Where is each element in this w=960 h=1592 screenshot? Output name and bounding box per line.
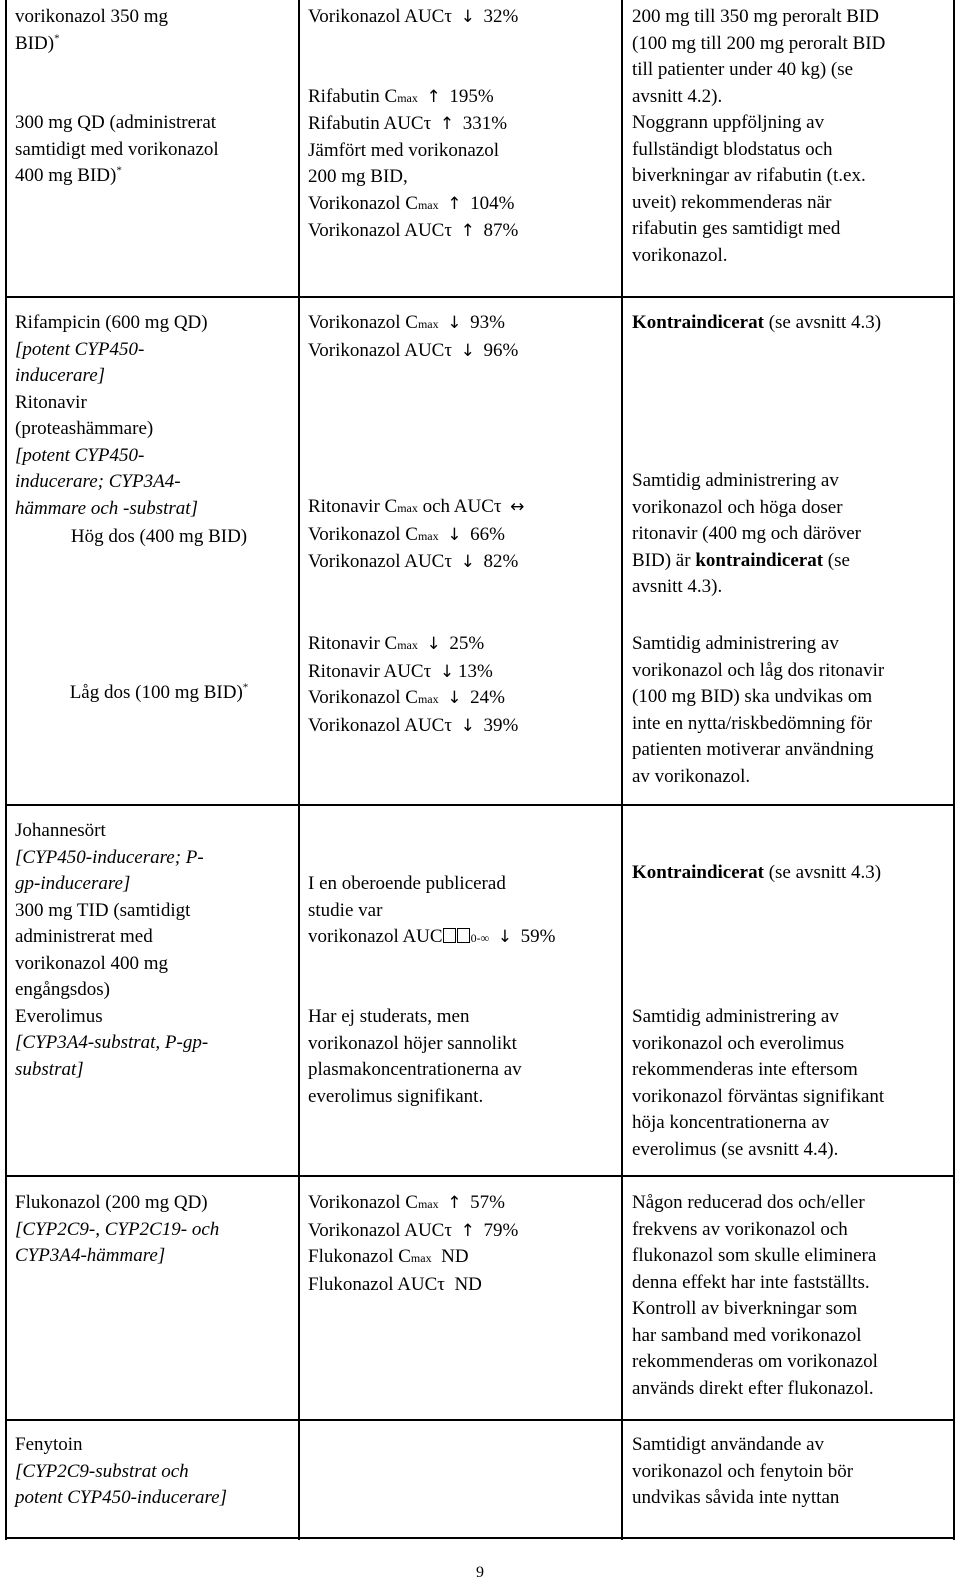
text-line: (proteashämmare)	[15, 418, 154, 439]
text-line: Noggrann uppföljning av	[632, 112, 825, 133]
param-subscript: max	[417, 692, 439, 706]
param-value: 82%	[483, 551, 519, 572]
arrow-both-icon: ↔	[510, 497, 525, 517]
text-line: används direkt efter flukonazol.	[632, 1377, 874, 1399]
text-line	[308, 549, 623, 576]
param-subscript: max	[417, 197, 439, 212]
text-line: rifabutin ges samtidigt med	[632, 218, 841, 239]
text-line: rekommenderas om vorikonazol	[632, 1351, 878, 1372]
missing-glyph-box-icon	[443, 928, 456, 943]
text-line: denna effekt har inte fastställts.	[632, 1271, 870, 1293]
text-line: Samtidigt användande av	[632, 1434, 825, 1455]
arrow-down-icon: ↓	[460, 340, 475, 361]
text-line: uveit) rekommenderas när	[632, 191, 832, 213]
text-line: 200 mg BID,	[308, 166, 408, 187]
text-line: [potent CYP450-	[15, 338, 145, 360]
param-label: Rifabutin AUCτ	[308, 113, 432, 134]
text-line	[308, 713, 623, 740]
text-line: engångsdos)	[15, 979, 110, 1000]
param-label: Vorikonazol C	[308, 312, 418, 333]
param-subscript: max	[410, 1251, 432, 1265]
text-line-part: (se avsnitt 4.3)	[763, 862, 882, 883]
text-line	[308, 111, 623, 138]
text-line: vorikonazol 400 mg	[15, 952, 169, 974]
text-line	[308, 924, 623, 952]
text-line: Samtidig administrering av	[632, 1006, 839, 1027]
text-line: gp-inducerare]	[15, 873, 131, 894]
table-border-right	[953, 0, 955, 1540]
text-line: inte en nytta/riskbedömning för	[632, 712, 873, 734]
text-line: Någon reducerad dos och/eller	[632, 1192, 865, 1213]
row-divider-4	[5, 1419, 954, 1421]
text-line: höja koncentrationerna av	[632, 1112, 830, 1133]
johannesort-drug-cell	[15, 818, 303, 1083]
param-label: Vorikonazol C	[308, 1192, 418, 1213]
param-value: ND	[441, 1246, 469, 1267]
arrow-up-icon: ↑	[460, 1220, 475, 1241]
text-line: 200 mg till 350 mg peroralt BID	[632, 6, 879, 27]
param-value: 13%	[457, 660, 493, 682]
param-label: Vorikonazol AUCτ	[308, 6, 452, 27]
param-subscript: max	[397, 90, 418, 105]
row-divider-3	[5, 1175, 954, 1177]
arrow-up-icon: ↑	[447, 193, 462, 214]
text-line: rekommenderas inte eftersom	[632, 1059, 858, 1080]
arrow-up-icon: ↑	[460, 221, 475, 241]
text-line-part: 400 mg BID)	[15, 165, 117, 186]
contraindicated-label: Kontraindicerat	[632, 312, 764, 333]
param-value: 96%	[483, 339, 519, 361]
text-line: [CYP2C9-substrat och	[15, 1460, 189, 1482]
text-line: Samtidig administrering av	[632, 633, 839, 654]
arrow-down-icon: ↓	[447, 524, 462, 545]
column-divider-1	[298, 0, 300, 1540]
contraindicated-label: Kontraindicerat	[632, 862, 764, 883]
arrow-up-icon: ↑	[439, 114, 455, 134]
text-line: Johannesört	[15, 820, 106, 841]
text-line	[308, 1272, 623, 1299]
ritonavir-high-effect-cell	[308, 494, 623, 576]
arrow-down-icon: ↓	[447, 688, 462, 708]
rifabutin-drug-cell	[15, 4, 303, 190]
text-line	[308, 84, 623, 112]
param-label: Vorikonazol AUCτ	[308, 1219, 452, 1241]
param-value: 104%	[470, 192, 515, 214]
arrow-down-icon: ↓	[439, 661, 455, 682]
text-line	[632, 548, 950, 575]
text-line: Har ej studerats, men	[308, 1006, 470, 1027]
interaction-table	[5, 0, 954, 1540]
text-line: substrat]	[15, 1058, 84, 1080]
text-line: patienten motiverar användning	[632, 739, 874, 760]
text-line-part: BID) är	[632, 549, 696, 571]
text-line: undvikas såvida inte nyttan	[632, 1487, 840, 1508]
text-line: biverkningar av rifabutin (t.ex.	[632, 165, 866, 186]
text-line: vorikonazol och höga doser	[632, 496, 843, 518]
rifampicin-effect-cell	[308, 310, 623, 364]
text-line: I en oberoende publicerad	[308, 873, 506, 894]
text-line: Jämfört med vorikonazol	[308, 139, 500, 161]
text-line	[308, 310, 623, 338]
param-value: 93%	[470, 312, 505, 333]
ritonavir-low-recommendation-cell	[632, 631, 950, 790]
flukonazol-recommendation-cell	[632, 1190, 950, 1402]
param-value: 79%	[483, 1219, 519, 1241]
text-line: (100 mg BID) ska undvikas om	[632, 686, 873, 707]
text-line	[15, 680, 303, 707]
text-line: vorikonazol och låg dos ritonavir	[632, 659, 885, 681]
text-line: vorikonazol och fenytoin bör	[632, 1460, 854, 1482]
text-line	[308, 659, 623, 686]
text-line-part: Låg dos (100 mg BID)	[69, 682, 243, 703]
param-value: ND	[454, 1273, 482, 1295]
text-line: [CYP3A4-substrat, P-gp-	[15, 1032, 209, 1053]
text-line: everolimus (se avsnitt 4.4).	[632, 1138, 839, 1160]
arrow-down-icon: ↓	[497, 927, 513, 947]
fenytoin-drug-cell	[15, 1432, 303, 1512]
text-line: samtidigt med vorikonazol	[15, 138, 219, 160]
text-line	[308, 631, 623, 659]
text-line	[308, 1218, 623, 1245]
param-label: Ritonavir C	[308, 633, 398, 654]
text-line: 300 mg QD (administrerat	[15, 112, 217, 133]
text-line	[632, 860, 950, 887]
text-line: Hög dos (400 mg BID)	[70, 526, 248, 547]
text-line	[308, 494, 623, 522]
param-value: 24%	[470, 687, 505, 708]
text-line: potent CYP450-inducerare]	[15, 1487, 227, 1508]
param-subscript: 0-∞	[470, 931, 490, 945]
text-line	[308, 191, 623, 219]
param-label: Vorikonazol AUCτ	[308, 714, 452, 736]
param-label: Ritonavir C	[308, 496, 398, 517]
text-line: [CYP2C9-, CYP2C19- och	[15, 1218, 220, 1240]
footnote-marker: *	[242, 681, 249, 694]
param-subscript: max	[417, 1197, 439, 1211]
fenytoin-recommendation-cell	[632, 1432, 950, 1512]
text-line	[308, 685, 623, 713]
text-line: inducerare; CYP3A4-	[15, 471, 181, 492]
text-line: Kontroll av biverkningar som	[632, 1298, 858, 1319]
text-line: av vorikonazol.	[632, 765, 751, 787]
param-value: 59%	[520, 926, 556, 947]
text-line: inducerare]	[15, 365, 106, 386]
ritonavir-low-dose-cell	[15, 680, 303, 707]
rifabutin-recommendation-cell	[632, 4, 950, 269]
arrow-down-icon: ↓	[460, 715, 475, 736]
param-value: 87%	[483, 220, 519, 241]
param-label: Vorikonazol AUCτ	[308, 220, 452, 241]
text-line: Ritonavir	[15, 391, 87, 413]
param-subscript: max	[397, 501, 418, 515]
text-line: vorikonazol höjer sannolikt	[308, 1032, 517, 1054]
text-line: Everolimus	[15, 1005, 103, 1027]
param-value: 195%	[449, 85, 494, 107]
text-line	[308, 4, 623, 31]
text-line: 300 mg TID (samtidigt	[15, 899, 191, 921]
param-label: Ritonavir AUCτ	[308, 660, 432, 682]
text-line: vorikonazol förväntas signifikant	[632, 1085, 885, 1107]
johannesort-recommendation-cell	[632, 860, 950, 887]
text-line: vorikonazol 350 mg	[15, 6, 169, 27]
text-line: har samband med vorikonazol	[632, 1324, 862, 1346]
param-label: Vorikonazol AUCτ	[308, 339, 452, 361]
text-line: ritonavir (400 mg och däröver	[632, 523, 861, 544]
text-line: everolimus signifikant.	[308, 1085, 484, 1107]
table-border-left	[5, 0, 7, 1540]
contraindicated-label: kontraindicerat	[695, 549, 824, 571]
arrow-up-icon: ↑	[426, 86, 441, 107]
rifampicin-drug-cell	[15, 310, 303, 551]
everolimus-effect-cell	[308, 1004, 623, 1110]
row-divider-2	[5, 804, 954, 806]
arrow-down-icon: ↓	[460, 552, 475, 572]
arrow-down-icon: ↓	[447, 313, 462, 333]
johannesort-effect-cell	[308, 871, 623, 952]
text-line: CYP3A4-hämmare]	[15, 1245, 166, 1266]
text-line: till patienter under 40 kg) (se	[632, 59, 854, 80]
param-label: och AUCτ	[422, 496, 502, 517]
flukonazol-effect-cell	[308, 1190, 623, 1298]
text-line: fullständigt blodstatus och	[632, 138, 833, 160]
text-line	[308, 1244, 623, 1272]
text-line	[308, 338, 623, 365]
param-value: 32%	[483, 6, 519, 27]
text-line-part: (se avsnitt 4.3)	[763, 312, 882, 333]
text-line: plasmakoncentrationerna av	[308, 1059, 522, 1080]
param-label: Vorikonazol C	[308, 523, 418, 545]
text-line: administrerat med	[15, 926, 153, 947]
param-label: vorikonazol AUC	[308, 926, 443, 947]
param-subscript: max	[397, 638, 418, 652]
text-line: [CYP450-inducerare; P-	[15, 846, 204, 868]
text-line	[308, 522, 623, 550]
param-value: 39%	[483, 714, 519, 736]
text-line: Flukonazol (200 mg QD)	[15, 1192, 208, 1213]
arrow-down-icon: ↓	[460, 7, 475, 27]
param-subscript: max	[417, 528, 439, 543]
param-label: Flukonazol C	[308, 1246, 411, 1267]
text-line: Rifampicin (600 mg QD)	[15, 312, 208, 333]
ritonavir-low-effect-cell	[308, 631, 623, 739]
text-line: [potent CYP450-	[15, 444, 145, 466]
rifampicin-recommendation-cell	[632, 310, 950, 337]
everolimus-recommendation-cell	[632, 1004, 950, 1163]
footnote-marker: *	[54, 32, 60, 45]
param-value: 66%	[470, 523, 505, 545]
row-divider-1	[5, 296, 954, 298]
text-line: frekvens av vorikonazol och	[632, 1218, 848, 1240]
arrow-down-icon: ↓	[426, 634, 441, 654]
param-label: Vorikonazol AUCτ	[308, 551, 452, 572]
text-line: avsnitt 4.2).	[632, 85, 723, 107]
param-value: 57%	[470, 1192, 505, 1213]
text-line: studie var	[308, 899, 383, 921]
table-border-bottom	[5, 1537, 954, 1539]
param-label: Vorikonazol C	[308, 687, 418, 708]
ritonavir-high-recommendation-cell	[632, 468, 950, 601]
missing-glyph-box-icon	[457, 928, 470, 943]
param-value: 25%	[449, 633, 485, 654]
param-value: 331%	[462, 113, 508, 134]
text-line: vorikonazol och everolimus	[632, 1032, 845, 1054]
text-line	[308, 218, 623, 245]
text-line: Samtidig administrering av	[632, 470, 839, 491]
text-line	[632, 310, 950, 337]
text-line-part: (se	[823, 549, 850, 571]
text-line	[308, 1190, 623, 1218]
text-line-part: BID)	[15, 32, 55, 54]
text-line	[15, 163, 303, 190]
param-label: Vorikonazol C	[308, 192, 418, 214]
text-line: (100 mg till 200 mg peroralt BID	[632, 32, 886, 54]
arrow-up-icon: ↑	[447, 1193, 462, 1213]
text-line	[15, 31, 303, 58]
text-line: vorikonazol.	[632, 244, 728, 266]
param-subscript: max	[417, 317, 439, 331]
rifabutin-effect-cell	[308, 4, 623, 245]
page-number: 9	[476, 1564, 484, 1581]
text-line: flukonazol som skulle eliminera	[632, 1245, 877, 1266]
flukonazol-drug-cell	[15, 1190, 303, 1270]
param-label: Flukonazol AUCτ	[308, 1273, 445, 1295]
footnote-marker: *	[116, 164, 122, 177]
param-label: Rifabutin C	[308, 85, 398, 107]
text-line: Fenytoin	[15, 1434, 83, 1455]
text-line: hämmare och -substrat]	[15, 497, 198, 519]
text-line: avsnitt 4.3).	[632, 576, 723, 597]
